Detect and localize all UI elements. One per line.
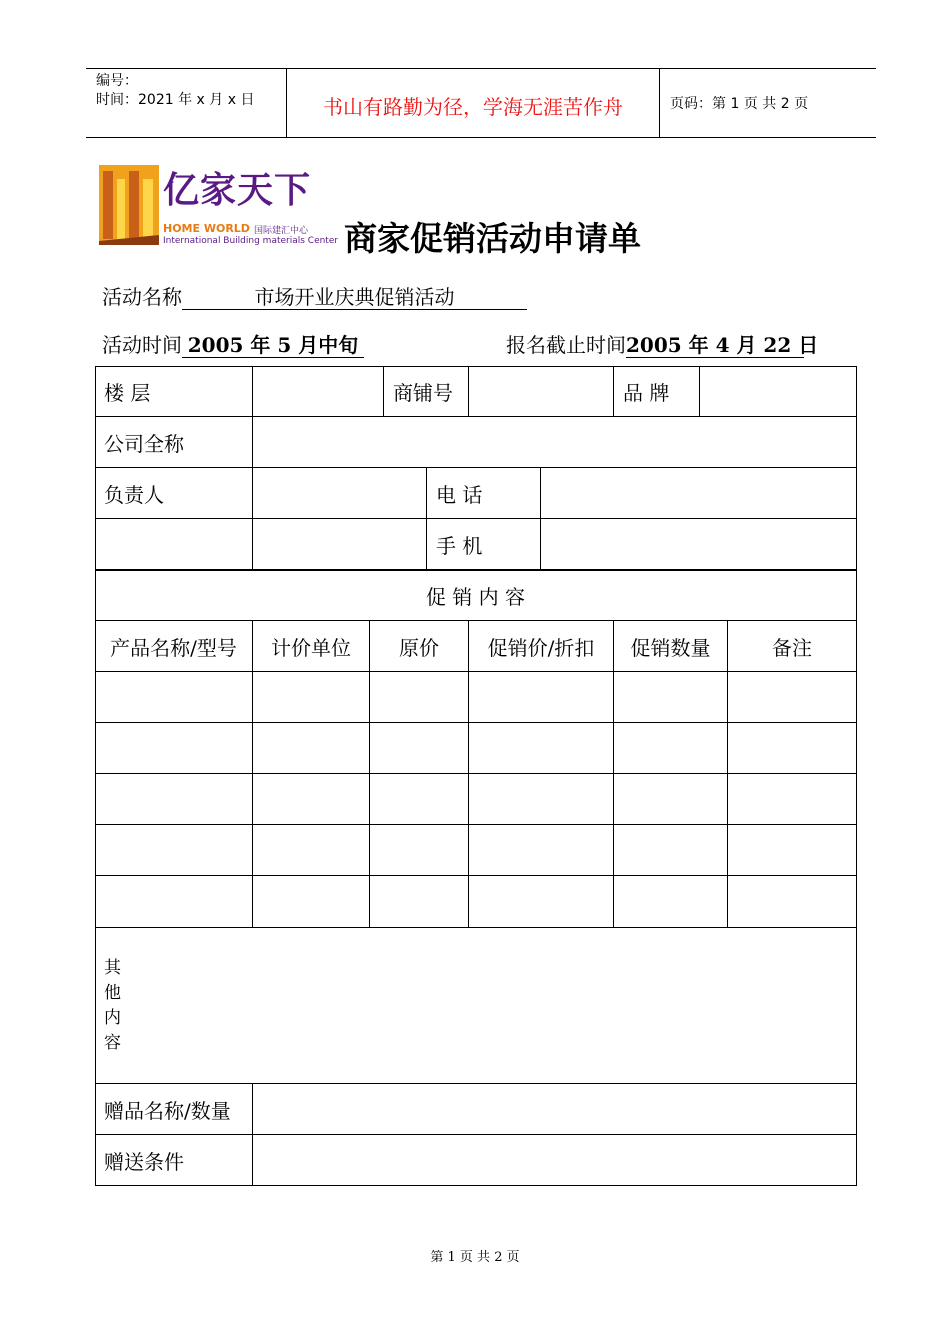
other-char: 他 <box>104 983 121 1003</box>
col-product: 产品名称/型号 <box>95 621 253 672</box>
col-remarks: 备注 <box>728 621 857 672</box>
table-cell[interactable] <box>728 876 857 928</box>
table-cell[interactable] <box>728 723 857 774</box>
logo-cn-text: 亿家天下 <box>163 170 312 211</box>
table-cell[interactable] <box>95 876 253 928</box>
brand-label: 品 牌 <box>614 366 700 417</box>
table-cell[interactable] <box>614 723 728 774</box>
logo-mark-icon <box>99 165 159 245</box>
table-cell[interactable] <box>253 723 370 774</box>
table-cell[interactable] <box>614 825 728 876</box>
other-content-field[interactable] <box>95 928 857 1084</box>
table-cell[interactable] <box>253 774 370 825</box>
manager-label: 负责人 <box>95 468 253 519</box>
deadline-label: 报名截止时间 <box>506 333 626 357</box>
col-promo-qty: 促销数量 <box>614 621 728 672</box>
manager-field[interactable] <box>253 468 427 519</box>
header-meta <box>86 69 287 137</box>
table-cell[interactable] <box>469 723 614 774</box>
time-label: 时间：2021 年 x 月 x 日 <box>96 92 255 108</box>
mobile-field[interactable] <box>541 519 857 570</box>
table-cell[interactable] <box>95 825 253 876</box>
table-cell[interactable] <box>253 672 370 723</box>
table-cell[interactable] <box>95 774 253 825</box>
page-header <box>86 68 876 138</box>
col-original-price: 原价 <box>370 621 469 672</box>
gift-condition-field[interactable] <box>253 1135 857 1186</box>
phone-field[interactable] <box>541 468 857 519</box>
other-char: 内 <box>104 1008 121 1028</box>
table-cell[interactable] <box>469 774 614 825</box>
floor-label: 楼 层 <box>95 366 253 417</box>
promo-section-title: 促 销 内 容 <box>95 570 857 621</box>
col-unit: 计价单位 <box>253 621 370 672</box>
deadline-row <box>506 329 819 358</box>
page-title: 商家促销活动申请单 <box>344 219 641 258</box>
table-cell[interactable] <box>370 774 469 825</box>
table-cell[interactable] <box>469 876 614 928</box>
header-motto: 书山有路勤为径，学海无涯苦作舟 <box>287 69 660 137</box>
header-page-label: 页码：第 1 页 共 2 页 <box>670 96 809 112</box>
table-cell[interactable] <box>95 723 253 774</box>
other-char: 其 <box>104 958 121 978</box>
mobile-label: 手 机 <box>427 519 541 570</box>
activity-time-label: 活动时间 <box>102 333 182 357</box>
table-cell[interactable] <box>728 672 857 723</box>
activity-name-label: 活动名称 <box>102 285 182 309</box>
mobile-spacer <box>95 519 253 570</box>
table-cell[interactable] <box>95 672 253 723</box>
table-cell[interactable] <box>614 672 728 723</box>
table-cell[interactable] <box>253 876 370 928</box>
number-label: 编号： <box>96 73 138 89</box>
gift-name-label: 赠品名称/数量 <box>95 1084 253 1135</box>
gift-name-field[interactable] <box>253 1084 857 1135</box>
other-char: 容 <box>104 1033 121 1053</box>
brand-field[interactable] <box>700 366 857 417</box>
logo-en-subtitle: International Building materials Center <box>163 236 339 246</box>
activity-name-row <box>102 281 527 310</box>
col-promo-price: 促销价/折扣 <box>469 621 614 672</box>
shop-no-label: 商铺号 <box>384 366 469 417</box>
table-cell[interactable] <box>370 672 469 723</box>
table-cell[interactable] <box>370 876 469 928</box>
table-cell[interactable] <box>614 876 728 928</box>
activity-time-row <box>102 329 364 358</box>
table-cell[interactable] <box>728 825 857 876</box>
company-logo <box>99 165 339 249</box>
activity-name-value: 市场开业庆典促销活动 <box>182 285 527 310</box>
logo-cn-subtitle: 国际建汇中心 <box>254 226 309 236</box>
company-label: 公司全称 <box>95 417 253 468</box>
logo-en-text: HOME WORLD <box>163 222 250 235</box>
page-footer: 第 1 页 共 2 页 <box>430 1250 520 1265</box>
phone-label: 电 话 <box>427 468 541 519</box>
table-cell[interactable] <box>614 774 728 825</box>
table-cell[interactable] <box>469 825 614 876</box>
shop-no-field[interactable] <box>469 366 614 417</box>
table-cell[interactable] <box>253 825 370 876</box>
table-cell[interactable] <box>728 774 857 825</box>
gift-condition-label: 赠送条件 <box>95 1135 253 1186</box>
activity-time-value: 2005 年 5 月中旬 <box>182 333 364 358</box>
table-cell[interactable] <box>469 672 614 723</box>
table-cell[interactable] <box>370 825 469 876</box>
deadline-value: 2005 年 4 月 22 日 <box>626 333 819 357</box>
other-content-label <box>104 956 124 1056</box>
table-cell[interactable] <box>370 723 469 774</box>
manager-field-2[interactable] <box>253 519 427 570</box>
company-field[interactable] <box>253 417 857 468</box>
floor-field[interactable] <box>253 366 384 417</box>
